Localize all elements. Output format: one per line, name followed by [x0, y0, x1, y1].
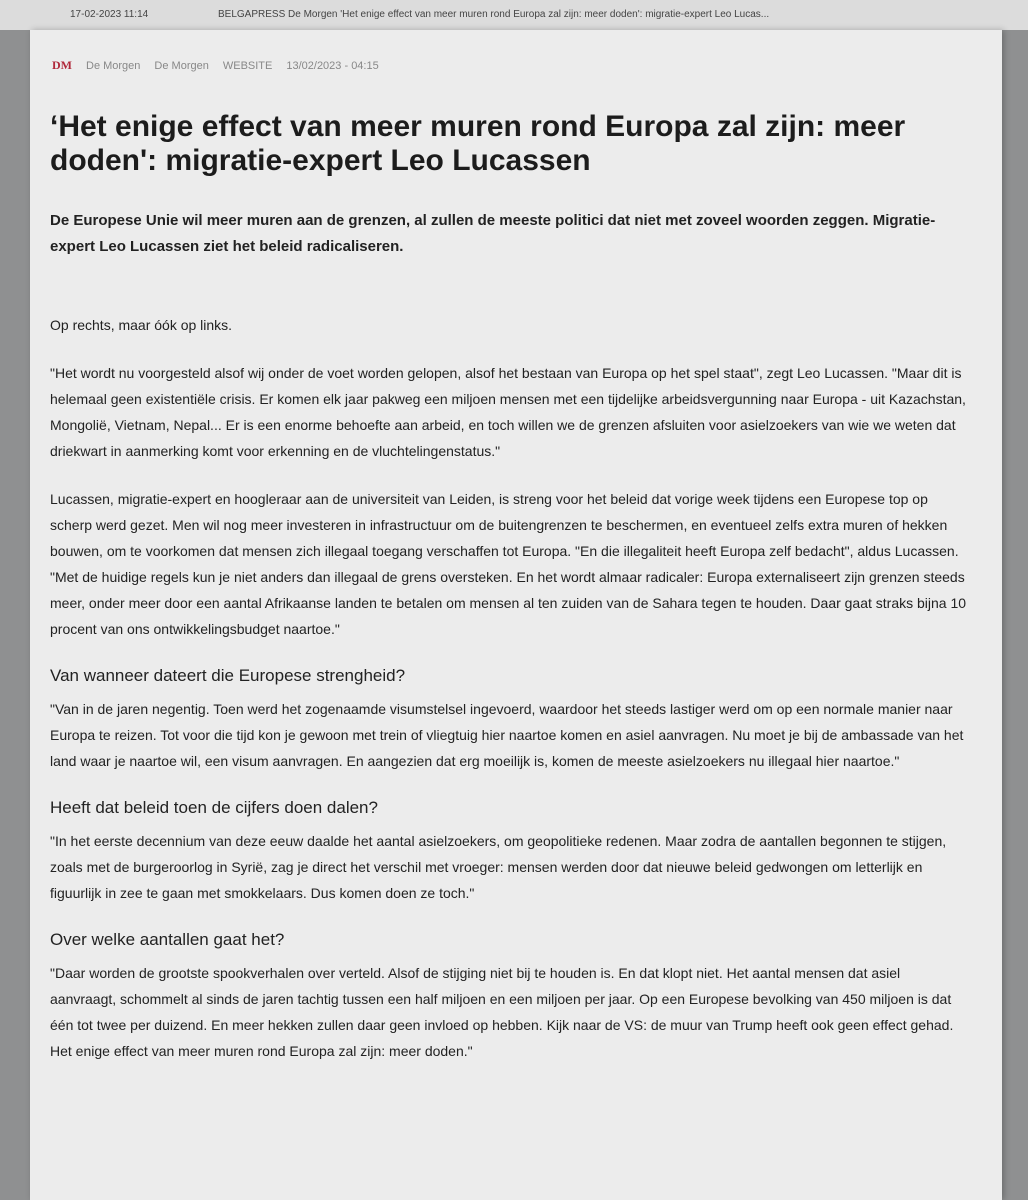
qa-answer: "Van in de jaren negentig. Toen werd het zogenaamde visumstelsel ingevoerd, waardoor het steeds lastiger werd om op een normale manier naar Europa te reizen. Tot voor die tijd kon je gewoon met trein of vliegtuig hier naartoe komen en asiel aanvragen. Nu moet je bij de ambassade van het land waar je naartoe wil, een visum aanvragen. En aangezien dat erg moeilijk is, komen de meeste asielzoekers nu illegaal hier naartoe." — [50, 701, 964, 769]
article-paragraph: "Het wordt nu voorgesteld alsof wij onder de voet worden gelopen, alsof het bestaan van Europa op het spel staat", zegt Leo Lucassen. "Maar dit is helemaal geen existentiële crisis. Er komen elk jaar pakweg een miljoen mensen met een tijdelijke arbeidsvergunning naar Europa - uit Kazachstan, Mongolië, Vietnam, Nepal... Er is een enorme behoefte aan arbeid, en toch willen we de grenzen afsluiten voor asielzoekers van wie we weten dat driekwart in aanmerking komt voor erkenning en de vluchtelingenstatus." — [50, 365, 966, 459]
qa-block — [50, 928, 970, 1064]
article-body — [50, 312, 970, 1086]
article-paragraph: Op rechts, maar óók op links. — [50, 317, 233, 333]
publication-datetime: 13/02/2023 - 04:15 — [286, 59, 379, 72]
qa-block — [50, 796, 970, 906]
qa-answer: "In het eerste decennium van deze eeuw daalde het aantal asielzoekers, om geopolitieke redenen. Maar zodra de aantallen begonnen te stijgen, zoals met de burgeroorlog in Syrië, zag je direct het verschil met vroeger: mensen werden door dat nieuwe beleid gedwongen om letterlijk en figuurlijk in zee te gaan met smokkelaars. Dus komen doen ze toch." — [50, 833, 947, 901]
print-source: BELGAPRESS De Morgen 'Het enige effect van meer muren rond Europa zal zijn: meer doden': migratie-expert Leo Lucas... — [218, 9, 770, 20]
print-header — [0, 0, 1028, 30]
qa-question: Van wanneer dateert die Europese strengheid? — [50, 666, 406, 685]
document-page — [30, 30, 1002, 1200]
qa-question: Heeft dat beleid toen de cijfers doen dalen? — [50, 798, 378, 817]
qa-answer: "Daar worden de grootste spookverhalen over verteld. Alsof de stijging niet bij te houden is. En dat klopt niet. Het aantal mensen dat asiel aanvraagt, schommelt al sinds de jaren tachtig tussen een half miljoen en een miljoen per jaar. Op een Europese bevolking van 450 miljoen is dat één tot twee per duizend. En meer hekken zullen daar geen invloed op hebben. Kijk naar de VS: de muur van Trump heeft ook geen effect gehad. Het enige effect van meer muren rond Europa zal zijn: meer doden." — [50, 965, 954, 1059]
print-date: 17-02-2023 11:14 — [70, 9, 149, 20]
article-meta — [52, 58, 379, 73]
qa-block — [50, 664, 970, 774]
article-lead: De Europese Unie wil meer muren aan de grenzen, al zullen de meeste politici dat niet met zoveel woorden zeggen. Migratie-expert Leo Lucassen ziet het beleid radicaliseren. — [50, 212, 936, 255]
article-paragraph: Lucassen, migratie-expert en hoogleraar aan de universiteit van Leiden, is streng voor het beleid dat vorige week tijdens een Europese top op scherp werd gezet. Men wil nog meer investeren in infrastructuur om de buitengrenzen te beschermen, en eventueel zelfs extra muren of hekken bouwen, om te voorkomen dat mensen zich illegaal toegang verschaffen tot Europa. "En die illegaliteit heeft Europa zelf bedacht", aldus Lucassen. "Met de huidige regels kun je niet anders dan illegaal de grens oversteken. En het wordt almaar radicaler: Europa externaliseert zijn grenzen steeds meer, onder meer door een aantal Afrikaanse landen te betalen om mensen al ten zuiden van de Sahara tegen te houden. Daar gaat straks bijna 10 procent van ons ontwikkelingsbudget naartoe." — [50, 491, 967, 637]
publication-edition: De Morgen — [154, 59, 209, 72]
publication-medium: WEBSITE — [222, 59, 273, 72]
qa-question: Over welke aantallen gaat het? — [50, 930, 285, 949]
publication-logo: DM — [52, 58, 72, 72]
article-title: ‘Het enige effect van meer muren rond Europa zal zijn: meer doden': migratie-expert Leo Lucassen — [50, 110, 906, 177]
publication-name: De Morgen — [86, 59, 141, 72]
